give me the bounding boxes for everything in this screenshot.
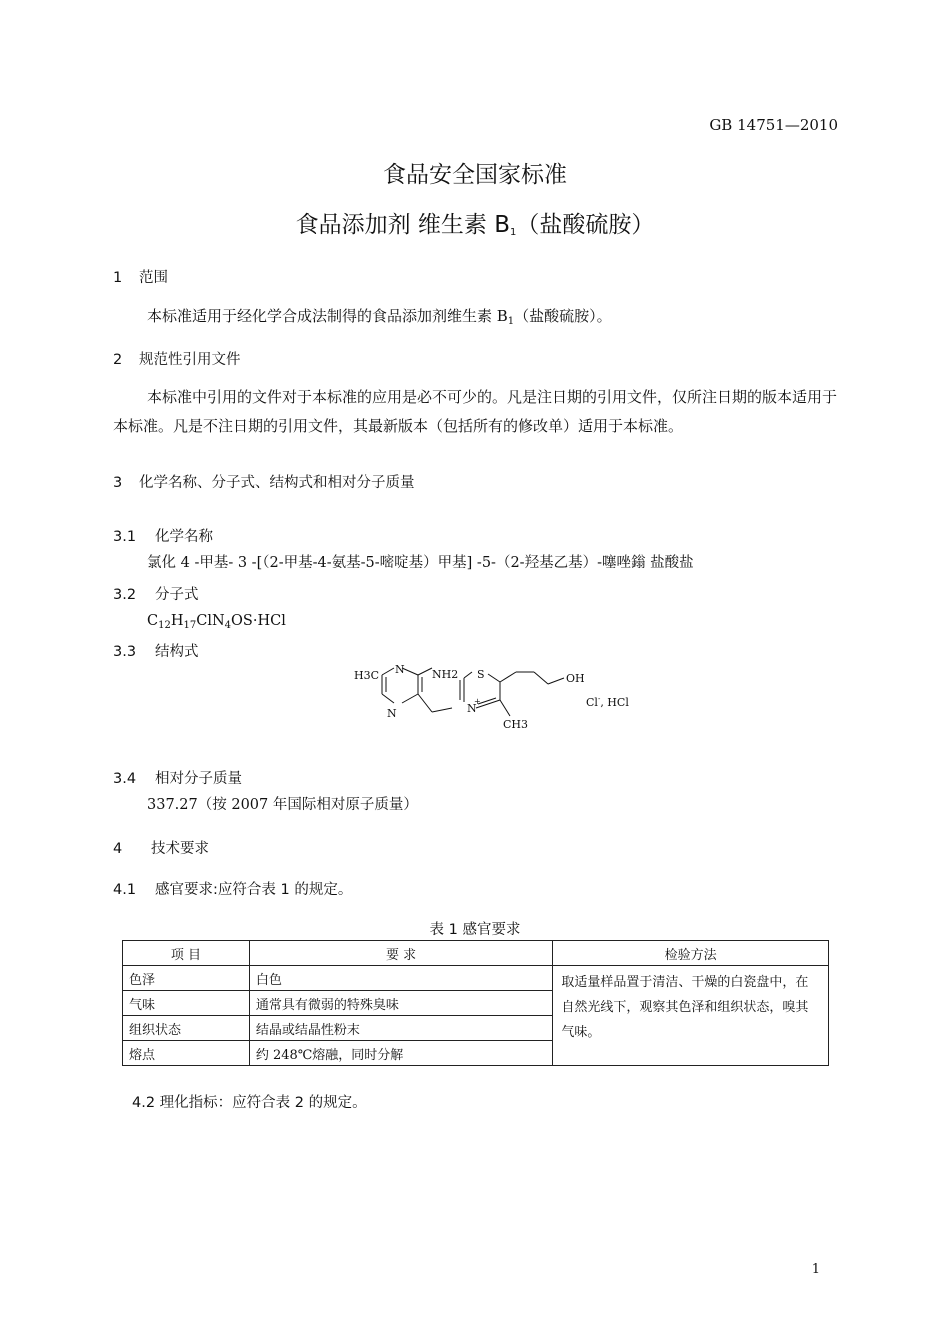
- section-title: 分子式: [155, 587, 199, 603]
- molecular-mass: 337.27（按 2007 年国际相对原子质量）: [147, 797, 418, 813]
- table-cell-requirement: 通常具有微弱的特殊臭味: [249, 991, 553, 1016]
- section-3-2-heading: [113, 583, 199, 604]
- section-title: 规范性引用文件: [139, 352, 241, 368]
- table-header-cell: 检验方法: [553, 941, 829, 966]
- section-2-heading: [113, 348, 241, 369]
- section-title: 化学名称: [155, 529, 213, 545]
- title-sub: [0, 206, 950, 239]
- section-title: 感官要求:应符合表 1 的规定。: [155, 882, 353, 898]
- section-2-text: 本标准中引用的文件对于本标准的应用是必不可少的。凡是注日期的引用文件，仅所注日期的版本适用于本标准。凡是不注日期的引用文件，其最新版本（包括所有的修改单）适用于本标准。: [113, 388, 838, 435]
- formula-cln: ClN: [196, 613, 225, 629]
- table-header-cell: 要 求: [249, 941, 553, 966]
- section-number: 4: [113, 841, 123, 857]
- table-cell-item: 熔点: [123, 1041, 250, 1066]
- table-1-caption: 表 1 感官要求: [429, 922, 521, 938]
- label-ch3: CH3: [503, 718, 529, 731]
- label-oh: OH: [566, 672, 585, 685]
- section-number: 2: [113, 352, 123, 368]
- formula-rest: OS·HCl: [231, 613, 286, 629]
- section-3-1-heading: [113, 525, 213, 546]
- section-1-text-subscript: 1: [507, 316, 515, 327]
- label-n-plus: N: [467, 702, 477, 715]
- formula-h-count: 17: [183, 620, 197, 631]
- section-number: 3: [113, 475, 123, 491]
- table-header-cell: 项 目: [123, 941, 250, 966]
- title-sub-prefix: 食品添加剂 维生素 B: [295, 212, 511, 238]
- structural-formula: [340, 660, 660, 740]
- table-cell-requirement: 约 248℃熔融，同时分解: [249, 1041, 553, 1066]
- formula-c-count: 12: [158, 620, 171, 631]
- section-3-4-heading: [113, 767, 242, 788]
- section-title: 技术要求: [151, 841, 209, 857]
- section-number: 4.1: [113, 882, 137, 898]
- table-cell-requirement: 白色: [249, 966, 553, 991]
- section-1-text: [113, 302, 839, 330]
- section-number: 3.3: [113, 644, 137, 660]
- table-cell-requirement: 结晶或结晶性粉末: [249, 1016, 553, 1041]
- chemical-name: 氯化 4 -甲基- 3 -[（2-甲基-4-氨基-5-嘧啶基）甲基] -5-（2-羟基乙基）-噻唑鎓 盐酸盐: [147, 555, 694, 571]
- formula-n-count: 4: [224, 620, 232, 631]
- table-cell-method: 取适量样品置于清洁、干燥的白瓷盘中，在自然光线下，观察其色泽和组织状态，嗅其气味。: [553, 966, 829, 1066]
- section-title: 范围: [139, 270, 168, 286]
- table-row: [123, 966, 829, 991]
- page-number: 1: [811, 1262, 820, 1277]
- title-sub-suffix: （盐酸硫胺）: [516, 212, 655, 238]
- molecular-formula: [147, 607, 286, 635]
- section-4-heading: [113, 837, 209, 858]
- section-title: 相对分子质量: [155, 771, 242, 787]
- table-cell-item: 气味: [123, 991, 250, 1016]
- section-4-1-heading: [113, 878, 352, 899]
- section-number: 1: [113, 270, 123, 286]
- table-cell-item: 组织状态: [123, 1016, 250, 1041]
- title-main: 食品安全国家标准: [383, 162, 567, 188]
- section-3-heading: [113, 471, 415, 492]
- section-number: 3.4: [113, 771, 137, 787]
- table-header-row: [123, 941, 829, 966]
- section-1-text-suffix: （盐酸硫胺）。: [514, 307, 612, 325]
- section-title: 结构式: [155, 644, 199, 660]
- section-4-2-heading: 4.2 理化指标：应符合表 2 的规定。: [132, 1095, 367, 1111]
- section-1-heading: [113, 266, 168, 287]
- label-nh2: NH2: [432, 668, 459, 681]
- table-cell-item: 色泽: [123, 966, 250, 991]
- title-sub-subscript: 1: [510, 227, 517, 238]
- label-n-bottom: N: [387, 707, 397, 720]
- label-n-top: N: [395, 663, 405, 676]
- section-3-3-heading: [113, 640, 199, 661]
- standard-number: GB 14751—2010: [709, 116, 838, 134]
- section-1-text-prefix: 本标准适用于经化学合成法制得的食品添加剂维生素 B: [147, 307, 508, 325]
- label-plus: +: [474, 697, 481, 706]
- label-h3c: H3C: [354, 669, 380, 682]
- section-number: 3.1: [113, 529, 137, 545]
- formula-c: C: [147, 613, 159, 629]
- table-1: [122, 940, 829, 1066]
- section-number: 3.2: [113, 587, 137, 603]
- section-title: 化学名称、分子式、结构式和相对分子质量: [139, 475, 415, 491]
- formula-h: H: [170, 613, 184, 629]
- label-counter-ion: Cl-, HCl: [586, 695, 629, 709]
- label-s: S: [477, 668, 485, 681]
